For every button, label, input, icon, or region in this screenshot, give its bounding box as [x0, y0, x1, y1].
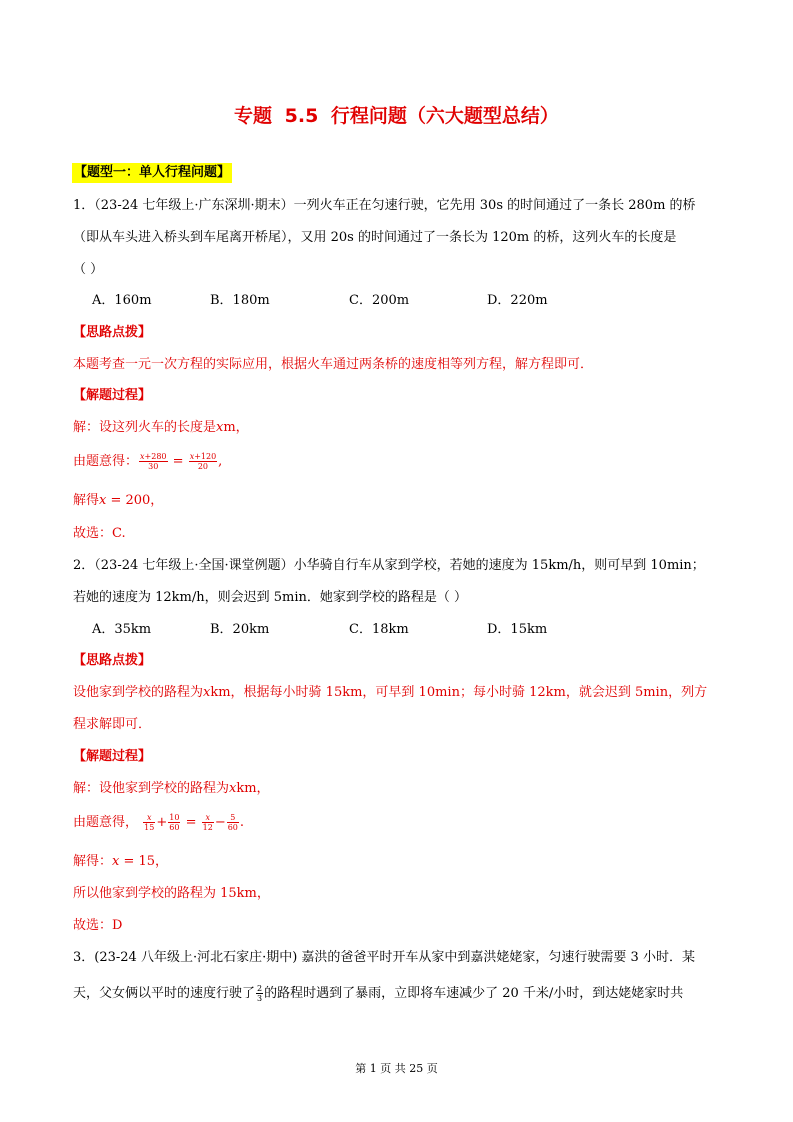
q1-fraction-right [189, 452, 217, 471]
q2-sol-line5: 故选：D [73, 918, 123, 933]
page-footer: 第 1 页 共 25 页 [355, 1062, 438, 1075]
q2-fraction-2 [168, 813, 180, 832]
q2-sol2-prefix: 由题意得， [73, 815, 139, 830]
q2-f1-den: 15 [144, 823, 155, 832]
q2-sol2-suffix: . [239, 815, 245, 830]
q2-fraction-4 [227, 813, 239, 832]
q1-fraction-left [139, 452, 167, 471]
section-tag-single-person: 【题型一：单人行程问题】 [72, 163, 232, 183]
q1-sol-line2 [73, 452, 733, 472]
page-title: 专题 5.5 行程问题（六大题型总结） [234, 105, 559, 127]
q2-solution-label: 【解题过程】 [73, 749, 152, 764]
q3-fraction [256, 984, 263, 1003]
q1-solution-label: 【解题过程】 [73, 388, 152, 403]
q1-frac-left-num: 𝑥+280 [140, 452, 167, 461]
q2-option-c: C．18km [349, 622, 409, 637]
q1-sol-line3: 解得𝑥 = 200， [73, 493, 164, 508]
q2-line2: 若她的速度为 12km/h，则会迟到 5min．她家到学校的路程是（ ） [73, 590, 468, 605]
q1-frac-right-den: 20 [197, 462, 209, 471]
q2-line1: 2．（23-24 七年级上·全国·课堂例题）小华骑自行车从家到学校，若她的速度为 15km/h，则可早到 10min； [73, 558, 705, 573]
q2-option-b: B．20km [210, 622, 270, 637]
q1-line1: 1．（23-24 七年级上·广东深圳·期末）一列火车正在匀速行驶，它先用 30s 的时间通过了一条长 280m 的桥 [73, 198, 696, 213]
q2-f3-den: 12 [202, 823, 213, 832]
q2-sol-line2 [73, 813, 733, 833]
q2-f2-den: 60 [169, 823, 180, 832]
q1-option-c: C．200m [349, 293, 410, 308]
q2-sol-line3: 解得：𝑥 = 15， [73, 854, 169, 869]
q3-frac-den: 3 [257, 994, 263, 1003]
q2-option-a: A．35km [92, 622, 152, 637]
q1-line2: （即从车头进入桥头到车尾离开桥尾），又用 20s 的时间通过了一条长为 120m 的桥，这列火车的长度是 [73, 230, 677, 245]
q2-fraction-1 [143, 813, 155, 832]
q2-hint-label: 【思路点拨】 [73, 653, 152, 668]
q1-frac-right-num: 𝑥+120 [189, 452, 217, 461]
q1-frac-left-den: 30 [148, 462, 159, 471]
q3-line2 [73, 984, 733, 1004]
q2-f4-num: 5 [227, 813, 239, 823]
q2-minus: − [214, 815, 226, 830]
q1-hint-label: 【思路点拨】 [73, 325, 152, 340]
q3-line1: 3．(23-24 八年级上·河北石家庄·期中) 嘉洪的爸爸平时开车从家中到嘉洪姥姥家，匀速行驶需要 3 小时．某 [73, 950, 695, 965]
q1-option-a: A．160m [92, 293, 152, 308]
q1-sol2-prefix: 由题意得： [73, 454, 139, 469]
q3-line2-prefix: 天，父女俩以平时的速度行驶了 [73, 986, 256, 1001]
q2-sol-line4: 所以他家到学校的路程为 15km， [73, 886, 270, 901]
q2-f1-num: 𝑥 [143, 813, 155, 823]
q3-line2-suffix: 的路程时遇到了暴雨，立即将车速减少了 20 千米/小时，到达姥姥家时共 [264, 986, 684, 1001]
q1-sol-line4: 故选：C. [73, 526, 126, 541]
q2-hint-line2: 程求解即可． [73, 717, 152, 732]
q2-plus: + [156, 815, 168, 830]
q1-eq: = [172, 454, 184, 469]
q2-option-d: D．15km [487, 622, 548, 637]
q2-fraction-3 [202, 813, 214, 832]
q1-hint: 本题考查一元一次方程的实际应用，根据火车通过两条桥的速度相等列方程，解方程即可． [73, 357, 594, 372]
q1-option-d: D．220m [487, 293, 548, 308]
q2-f3-num: 𝑥 [202, 813, 214, 823]
q1-line3: （ ） [73, 262, 104, 277]
q1-sol2-suffix: , [218, 454, 223, 469]
q2-eq: = [185, 815, 197, 830]
q3-frac-num: 2 [257, 984, 263, 993]
q2-f4-den: 60 [227, 823, 238, 832]
q1-sol-line1: 解：设这列火车的长度是𝑥m， [73, 420, 249, 435]
q2-f2-num: 10 [169, 813, 180, 822]
q2-hint-line1: 设他家到学校的路程为𝑥km，根据每小时骑 15km，可早到 10min；每小时骑 12km，就会迟到 5min，列方 [73, 685, 708, 700]
q1-option-b: B．180m [210, 293, 270, 308]
q2-sol-line1: 解：设他家到学校的路程为𝑥km， [73, 781, 270, 796]
